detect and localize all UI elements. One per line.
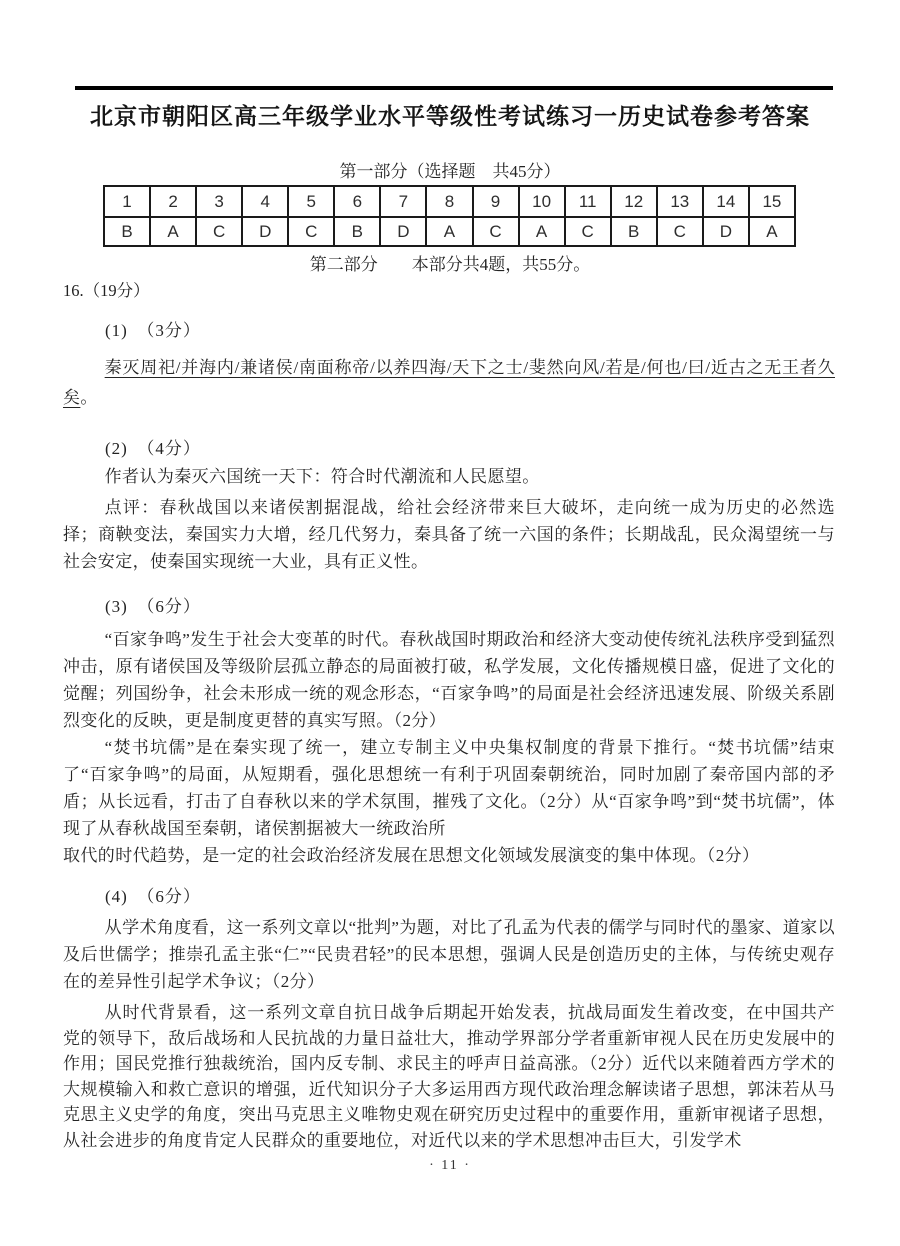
answer-table-answer-row bbox=[104, 217, 795, 246]
question-number-cell: 2 bbox=[150, 186, 196, 217]
sub-question-1-label: (1) （3分） bbox=[105, 321, 201, 340]
question-number-cell: 6 bbox=[334, 186, 380, 217]
question-number-cell: 15 bbox=[749, 186, 795, 217]
answer-cell: C bbox=[288, 217, 334, 246]
answer-cell: C bbox=[565, 217, 611, 246]
question-number-cell: 7 bbox=[380, 186, 426, 217]
sub-question-3-paragraph-2-continued: 取代的时代趋势，是一定的社会政治经济发展在思想文化领域发展演变的集中体现。（2分） bbox=[63, 846, 760, 865]
answer-cell: A bbox=[519, 217, 565, 246]
answer-table bbox=[103, 185, 796, 247]
answer-cell: D bbox=[242, 217, 288, 246]
part1-heading: 第一部分（选择题 共45分） bbox=[339, 162, 561, 181]
sub-question-3-paragraph-2: “焚书坑儒”是在秦实现了统一，建立专制主义中央集权制度的背景下推行。“焚书坑儒”结束了“百家争鸣”的局面，从短期看，强化思想统一有利于巩固秦朝统治，同时加剧了秦帝国内部的矛盾；从长远看，打击了自春秋以来的学术氛围，摧残了文化。（2分）从“百家争鸣”到“焚书坑儒”，体现了从春秋战国至秦朝，诸侯割据被大一统政治所 bbox=[63, 738, 835, 838]
answer-cell: B bbox=[334, 217, 380, 246]
answer-cell: C bbox=[473, 217, 519, 246]
sub-question-4-paragraph-1: 从学术角度看，这一系列文章以“批判”为题，对比了孔孟为代表的儒学与同时代的墨家、道家以及后世儒学；推崇孔孟主张“仁”“民贵君轻”的民本思想，强调人民是创造历史的主体，与传统史观存在的差异性引起学术争议；（2分） bbox=[63, 918, 835, 991]
answer-cell: C bbox=[196, 217, 242, 246]
header-rule bbox=[75, 86, 833, 90]
answer-cell: C bbox=[657, 217, 703, 246]
sub-question-2-answer: 作者认为秦灭六国统一天下：符合时代潮流和人民愿望。 bbox=[104, 467, 540, 486]
question-number-cell: 4 bbox=[242, 186, 288, 217]
answer-cell: D bbox=[380, 217, 426, 246]
sub-question-2-label: (2) （4分） bbox=[105, 439, 201, 458]
classical-text-answer bbox=[63, 353, 835, 413]
question-number-cell: 1 bbox=[104, 186, 150, 217]
question-number-cell: 12 bbox=[611, 186, 657, 217]
underlined-classical-text: 秦灭周祀/并海内/兼诸侯/南面称帝/以养四海/天下之士/斐然向风/若是/何也/曰/近古之无王者久矣 bbox=[63, 358, 835, 407]
answer-cell: A bbox=[150, 217, 196, 246]
answer-cell: B bbox=[611, 217, 657, 246]
sub-question-3-label: (3) （6分） bbox=[105, 597, 201, 616]
question-number-cell: 10 bbox=[519, 186, 565, 217]
question-number-cell: 11 bbox=[565, 186, 611, 217]
question-16-label: 16.（19分） bbox=[63, 281, 150, 300]
answer-cell: A bbox=[749, 217, 795, 246]
sub-question-3-paragraph-1: “百家争鸣”发生于社会大变革的时代。春秋战国时期政治和经济大变动使传统礼法秩序受到猛烈冲击，原有诸侯国及等级阶层孤立静态的局面被打破，私学发展，文化传播规模日盛，促进了文化的觉醒；列国纷争，社会未形成一统的观念形态，“百家争鸣”的局面是社会经济迅速发展、阶级关系剧烈变化的反映，更是制度更替的真实写照。（2分） bbox=[63, 630, 835, 730]
answer-cell: D bbox=[703, 217, 749, 246]
page-number: · 11 · bbox=[429, 1158, 471, 1173]
sub-question-4-paragraph-2: 从时代背景看，这一系列文章自抗日战争后期起开始发表，抗战局面发生着改变，在中国共产党的领导下，敌后战场和人民抗战的力量日益壮大，推动学界部分学者重新审视人民在历史发展中的作用；国民党推行独裁统治，国内反专制、求民主的呼声日益高涨。（2分）近代以来随着西方学术的大规模输入和救亡意识的增强，近代知识分子大多运用西方现代政治理念解读诸子思想，郭沫若从马克思主义史学的角度，突出马克思主义唯物史观在研究历史过程中的重要作用，重新审视诸子思想，从社会进步的角度肯定人民群众的重要地位，对近代以来的学术思想冲击巨大，引发学术 bbox=[63, 1003, 835, 1150]
question-number-cell: 13 bbox=[657, 186, 703, 217]
answer-cell: A bbox=[426, 217, 472, 246]
part2-heading: 第二部分 本部分共4题，共55分。 bbox=[309, 255, 591, 274]
question-number-cell: 5 bbox=[288, 186, 334, 217]
question-number-cell: 3 bbox=[196, 186, 242, 217]
question-number-cell: 8 bbox=[426, 186, 472, 217]
answer-table-number-row bbox=[104, 186, 795, 217]
question-number-cell: 9 bbox=[473, 186, 519, 217]
classical-text-period: 。 bbox=[80, 388, 98, 407]
answer-cell: B bbox=[104, 217, 150, 246]
question-number-cell: 14 bbox=[703, 186, 749, 217]
sub-question-2-comment: 点评：春秋战国以来诸侯割据混战，给社会经济带来巨大破坏，走向统一成为历史的必然选择；商鞅变法，秦国实力大增，经几代努力，秦具备了统一六国的条件；长期战乱，民众渴望统一与社会安定，使秦国实现统一大业，具有正义性。 bbox=[63, 498, 835, 571]
sub-question-4-label: (4) （6分） bbox=[105, 887, 201, 906]
document-title: 北京市朝阳区高三年级学业水平等级性考试练习一历史试卷参考答案 bbox=[90, 104, 810, 129]
